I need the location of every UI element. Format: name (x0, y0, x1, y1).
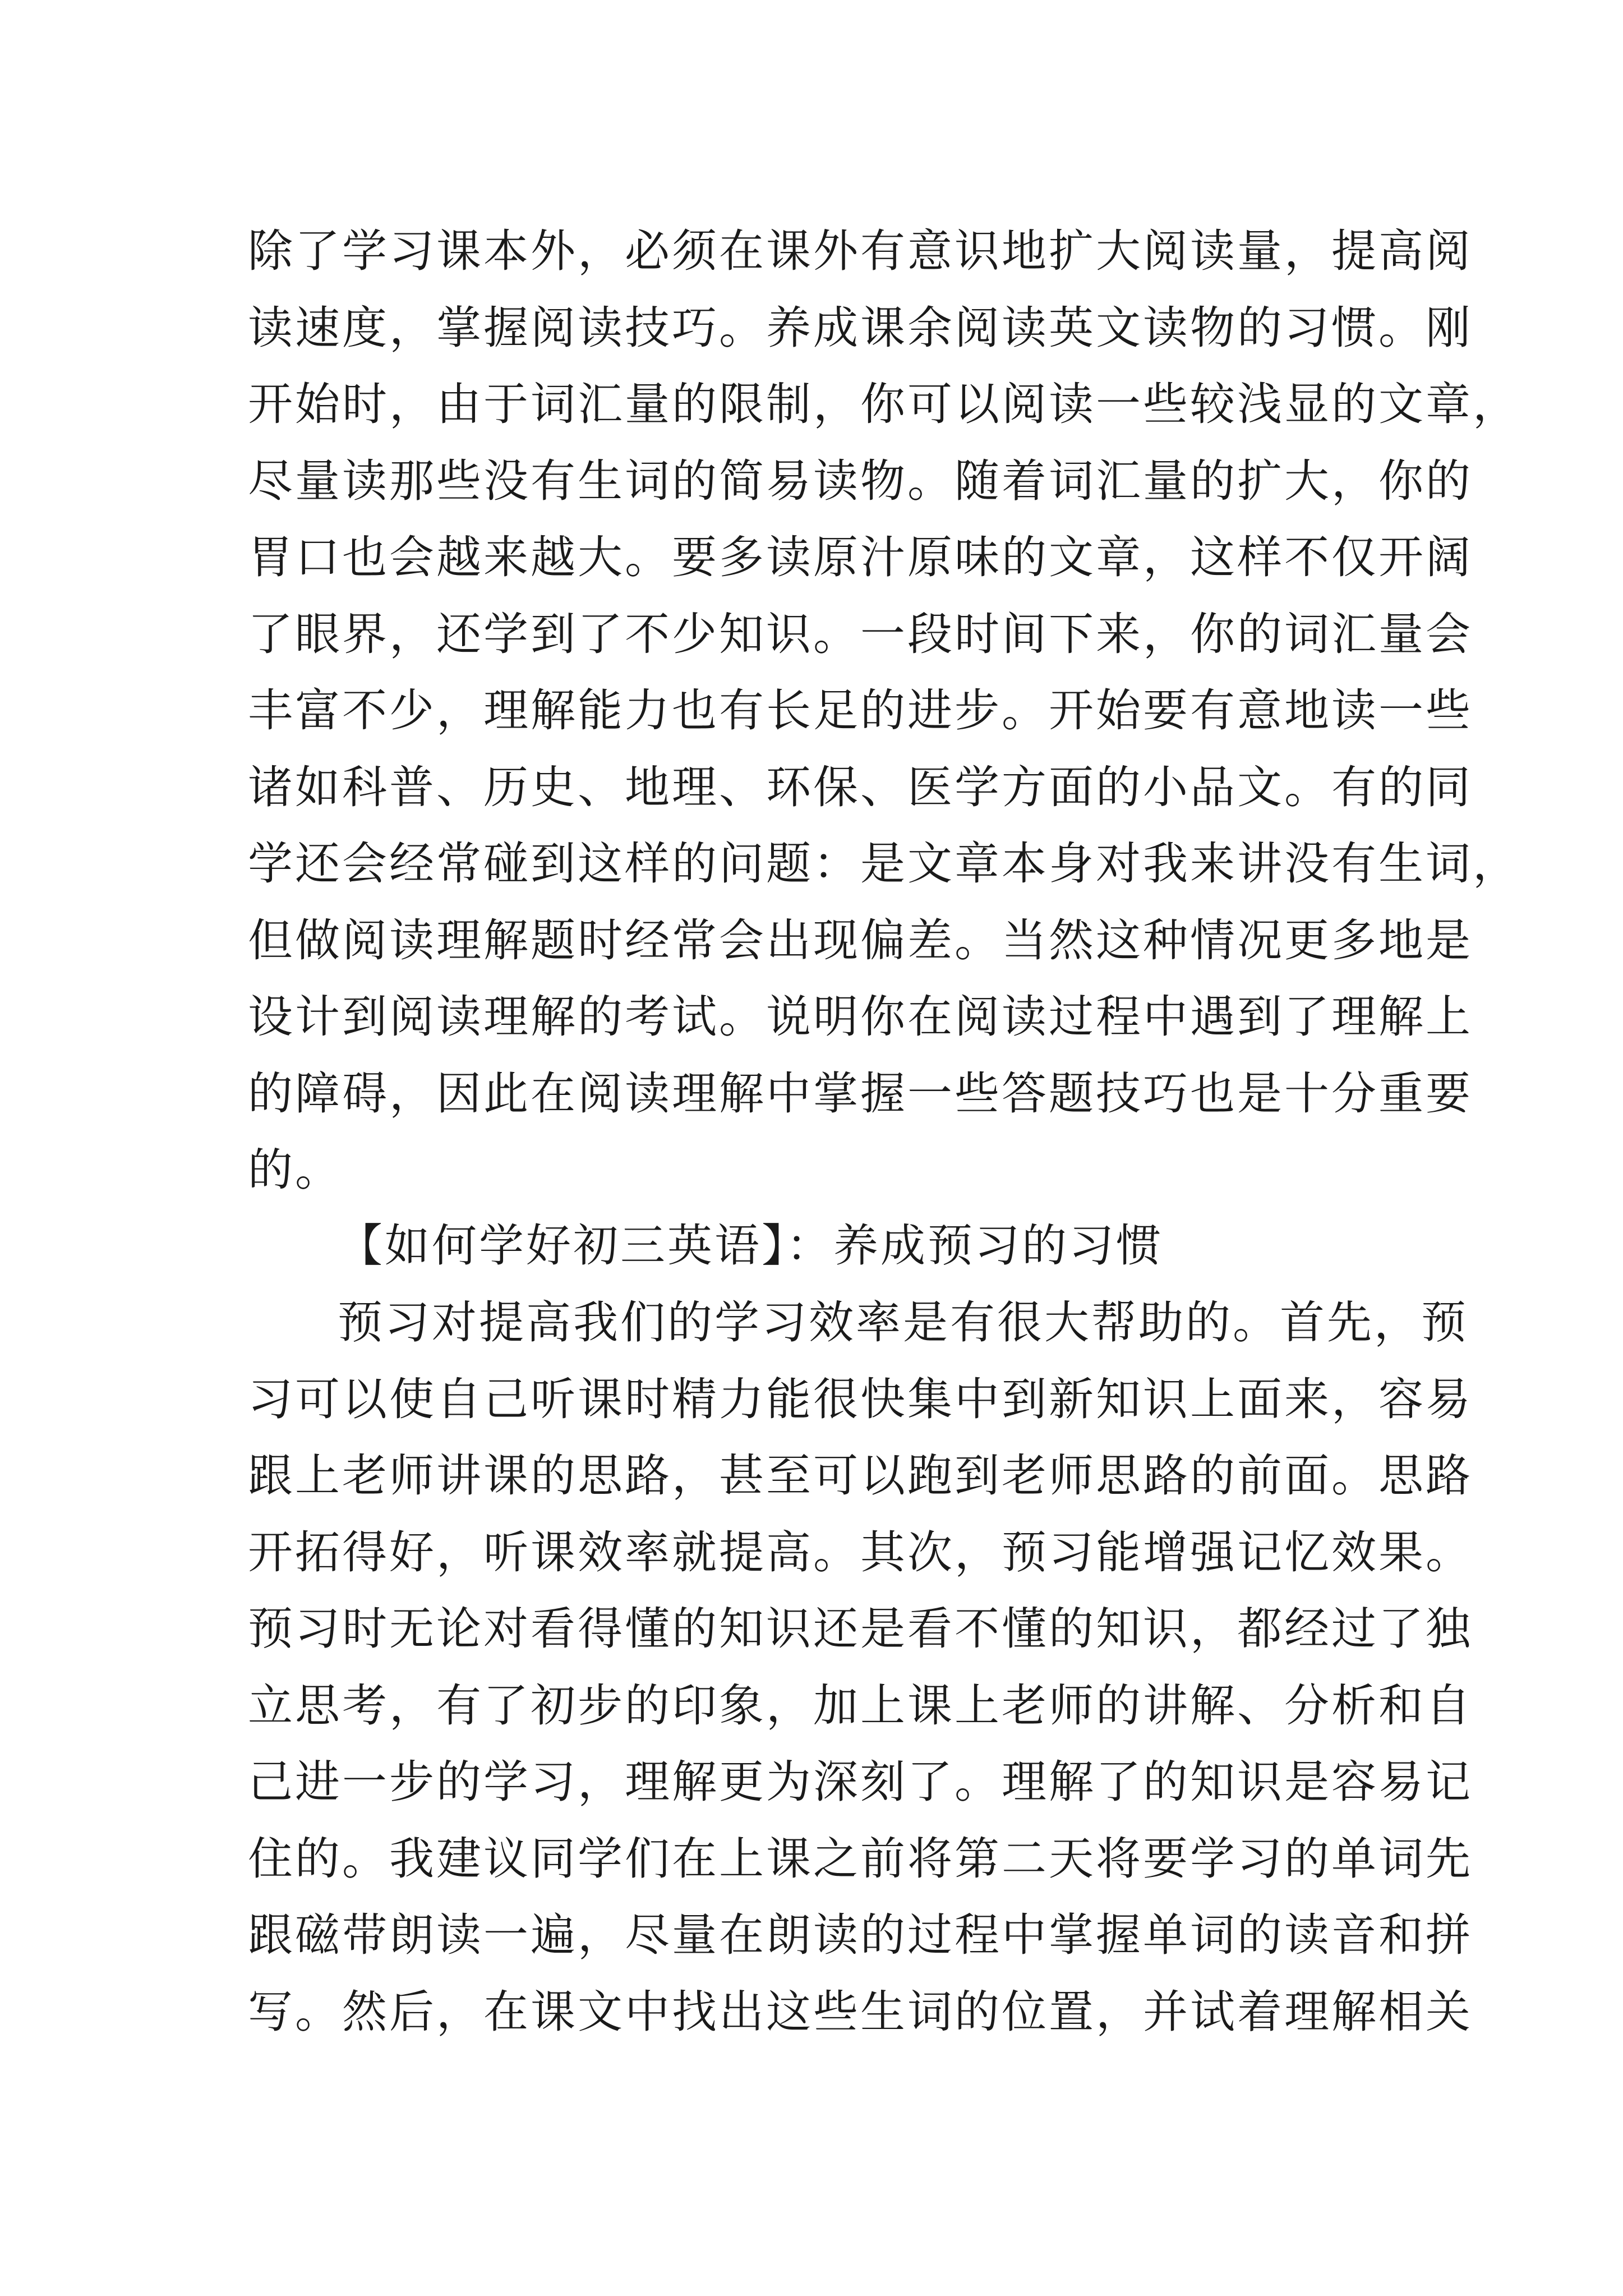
text-line: 设计到阅读理解的考试。说明你在阅读过程中遇到了理解上 (248, 991, 1473, 1043)
text-line: 跟磁带朗读一遍，尽量在朗读的过程中掌握单词的读音和拼 (248, 1909, 1473, 1961)
paragraph-preview-habits (248, 1285, 1473, 2050)
heading-text: 【如何学好初三英语】：养成预习的习惯 (338, 1220, 1163, 1272)
text-line: 胃口也会越来越大。要多读原汁原味的文章，这样不仅开阔 (248, 531, 1473, 583)
text-line: 立思考，有了初步的印象，加上课上老师的讲解、分析和自 (248, 1679, 1473, 1732)
text-line: 的障碍，因此在阅读理解中掌握一些答题技巧也是十分重要 (248, 1067, 1473, 1120)
text-line: 写。然后，在课文中找出这些生词的位置，并试着理解相关 (248, 1985, 1473, 2038)
section-heading (248, 1208, 1375, 1285)
text-line: 习可以使自己听课时精力能很快集中到新知识上面来，容易 (248, 1373, 1473, 1425)
text-line: 己进一步的学习，理解更为深刻了。理解了的知识是容易记 (248, 1756, 1473, 1808)
text-line: 开始时，由于词汇量的限制，你可以阅读一些较浅显的文章， (248, 378, 1520, 430)
paragraph-reading-habits (248, 213, 1520, 1209)
text-line: 跟上老师讲课的思路，甚至可以跑到老师思路的前面。思路 (248, 1450, 1473, 1502)
text-line: 除了学习课本外，必须在课外有意识地扩大阅读量，提高阅 (248, 225, 1473, 277)
text-line: 住的。我建议同学们在上课之前将第二天将要学习的单词先 (248, 1832, 1473, 1885)
text-line: 但做阅读理解题时经常会出现偏差。当然这种情况更多地是 (248, 914, 1473, 967)
text-line: 读速度，掌握阅读技巧。养成课余阅读英文读物的习惯。刚 (248, 301, 1473, 354)
text-line: 预习对提高我们的学习效率是有很大帮助的。首先，预 (338, 1296, 1468, 1349)
text-line: 诸如科普、历史、地理、环保、医学方面的小品文。有的同 (248, 761, 1473, 813)
text-line: 预习时无论对看得懂的知识还是看不懂的知识，都经过了独 (248, 1603, 1473, 1655)
text-line: 学还会经常碰到这样的问题：是文章本身对我来讲没有生词， (248, 838, 1520, 890)
text-line: 的。 (248, 1144, 342, 1196)
text-line: 了眼界，还学到了不少知识。一段时间下来，你的词汇量会 (248, 608, 1473, 660)
text-line: 丰富不少，理解能力也有长足的进步。开始要有意地读一些 (248, 684, 1473, 737)
text-line: 尽量读那些没有生词的简易读物。随着词汇量的扩大，你的 (248, 454, 1473, 507)
text-line: 开拓得好，听课效率就提高。其次，预习能增强记忆效果。 (248, 1526, 1473, 1579)
